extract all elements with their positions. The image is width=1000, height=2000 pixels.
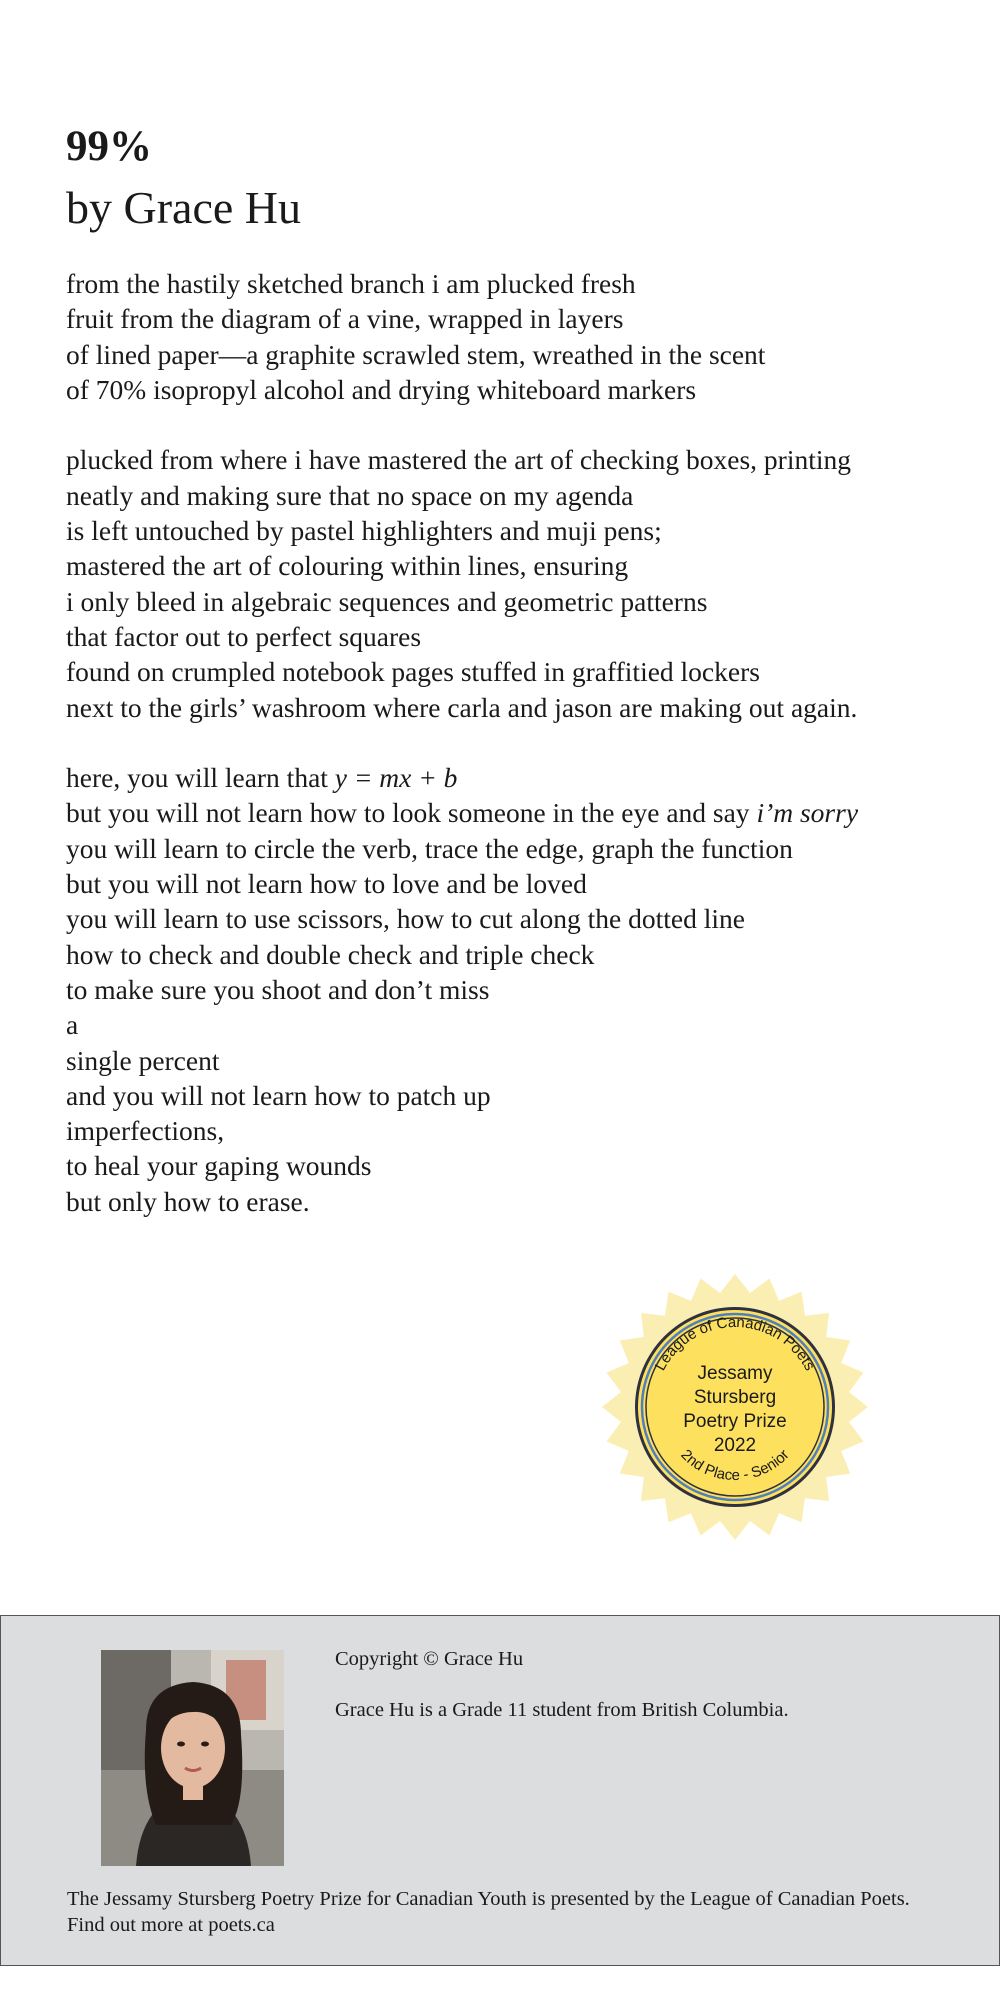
poem-line: single percent [66,1044,220,1076]
seal-line-3: Poetry Prize [683,1411,787,1432]
prize-note-line: The Jessamy Stursberg Poetry Prize for Canadian Youth is presented by the League of Canadian Poets. [67,1888,910,1910]
poem-title: 99% [66,123,152,170]
stanza-2 [66,442,966,724]
poem-line: found on crumpled notebook pages stuffed in graffitied lockers [66,656,760,688]
prize-badge [600,1272,870,1542]
equation: y = mx + b [334,762,458,794]
poem-line: of 70% isopropyl alcohol and drying whiteboard markers [66,373,697,405]
stanza-3 [66,760,966,1219]
poem-line: and you will not learn how to patch up [66,1079,491,1111]
poem-line: a [66,1009,79,1041]
poem-line: but only how to erase. [66,1185,310,1217]
award-seal-icon [600,1272,870,1542]
seal-line-4: 2022 [713,1435,757,1456]
seal-arc-top-text: League of Canadian Poets [651,1313,819,1374]
poem-line: that factor out to perfect squares [66,620,422,652]
author-portrait-icon [101,1650,284,1866]
poem-line: how to check and double check and triple check [66,938,595,970]
poem-line: is left untouched by pastel highlighters and muji pens; [66,515,662,547]
prize-note [67,1886,967,1938]
poem-line: fruit from the diagram of a vine, wrapped in layers [66,303,624,335]
poem-line [66,795,966,830]
poem-line: to heal your gaping wounds [66,1150,372,1182]
poem-line-text: here, you will learn that [66,762,335,794]
poem-line: you will learn to use scissors, how to cut along the dotted line [66,903,745,935]
poem-byline: by Grace Hu [66,182,302,233]
poem-line: plucked from where i have mastered the art of checking boxes, printing [66,444,851,476]
poem-line: neatly and making sure that no space on my agenda [66,479,634,511]
poem-line: you will learn to circle the verb, trace the edge, graph the function [66,832,793,864]
poem-line: imperfections, [66,1115,225,1147]
poem-line: from the hastily sketched branch i am plucked fresh [66,268,636,299]
author-photo [101,1650,284,1866]
author-footer [0,1615,1000,1966]
italic-phrase: i’m sorry [756,797,859,829]
copyright-text: Copyright © Grace Hu [335,1648,524,1670]
prize-note-line: Find out more at poets.ca [67,1914,275,1936]
author-bio: Grace Hu is a Grade 11 student from British Columbia. [335,1699,789,1721]
poem-line-text: but you will not learn how to look someone in the eye and say [66,797,757,829]
seal-line-2: Stursberg [693,1387,777,1408]
seal-arc-bottom-text: 2nd Place - Senior [677,1446,793,1485]
poem-line: i only bleed in algebraic sequences and geometric patterns [66,585,708,617]
poem-body [66,266,966,1254]
stanza-1 [66,266,966,407]
poem-line: to make sure you shoot and don’t miss [66,973,490,1005]
poem-line: of lined paper—a graphite scrawled stem, wreathed in the scent [66,338,766,370]
poem-line: next to the girls’ washroom where carla and jason are making out again. [66,691,858,723]
poem-line: but you will not learn how to love and be loved [66,868,587,900]
poem-line [66,760,966,795]
seal-line-1: Jessamy [697,1363,773,1384]
poem-line: mastered the art of colouring within lines, ensuring [66,550,629,582]
